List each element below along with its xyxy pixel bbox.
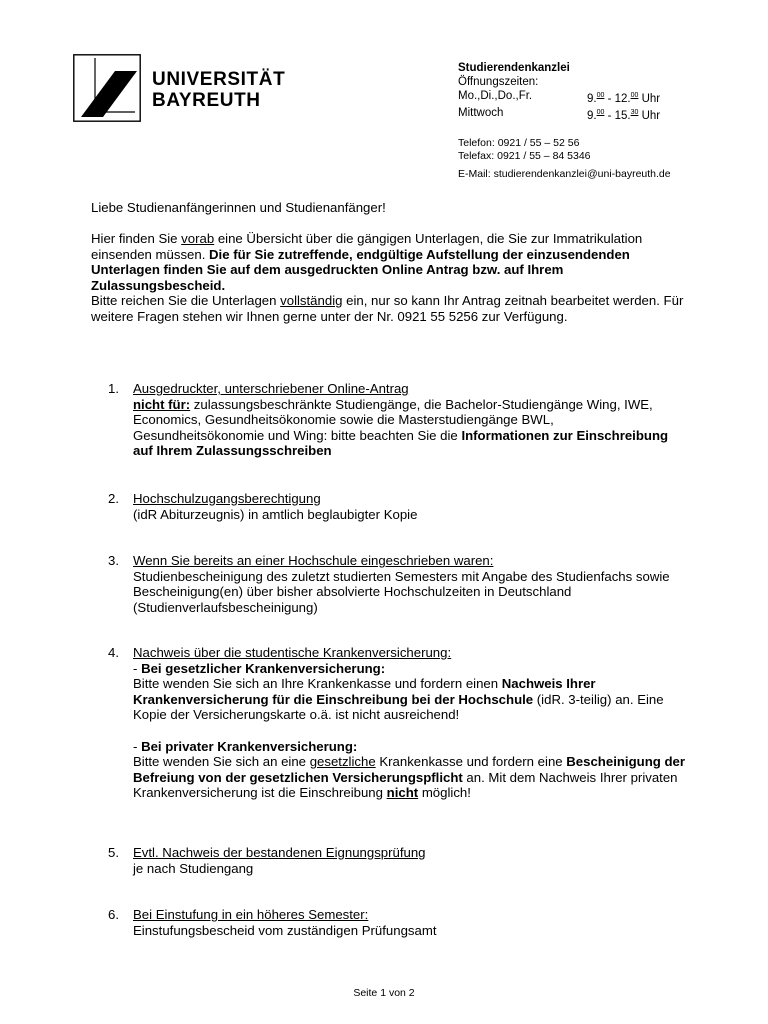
item-text: Bitte wenden Sie sich an eine gesetzliche Krankenkasse und fordern eine Bescheinigung der Befreiung von der gesetzlichen Versicherungspflicht an. Mit dem Nachweis Ihrer privaten Krankenversicherung ist die Einschreibung nicht möglich! <box>133 754 685 801</box>
item-number: 2. <box>108 491 119 506</box>
item-text: Einstufungsbescheid vom zuständigen Prüfungsamt <box>133 922 437 938</box>
item-title: Wenn Sie bereits an einer Hochschule eingeschrieben waren: <box>133 553 494 568</box>
hours-row <box>458 89 671 106</box>
item-text: Bitte wenden Sie sich an Ihre Krankenkasse und fordern einen Nachweis Ihrer Krankenversicherung für die Einschreibung bei der Hochschule (idR. 3-teilig) an. Eine Kopie der Versicherungskarte o.ä. ist nicht ausreichend! <box>133 676 664 723</box>
greeting: Liebe Studienanfängerinnen und Studienanfänger! <box>91 200 386 215</box>
list-item <box>108 907 688 938</box>
item-number: 1. <box>108 381 119 396</box>
hours-days: Mittwoch <box>458 106 504 119</box>
email-address[interactable]: E-Mail: studierendenkanzlei@uni-bayreuth.de <box>458 167 671 180</box>
logo-line-2: BAYREUTH <box>152 90 261 111</box>
item-title: Hochschulzugangsberechtigung <box>133 491 321 506</box>
item-number: 4. <box>108 645 119 660</box>
item-text: je nach Studiengang <box>133 860 254 876</box>
item-title: Ausgedruckter, unterschriebener Online-Antrag <box>133 381 409 396</box>
item-subheading: - Bei privater Krankenversicherung: <box>133 738 358 754</box>
university-logo-icon <box>73 54 141 122</box>
list-item <box>108 645 688 801</box>
intro-text <box>91 231 691 325</box>
hours-days: Mo.,Di.,Do.,Fr. <box>458 90 533 102</box>
item-number: 3. <box>108 553 119 568</box>
item-text: nicht für: zulassungsbeschränkte Studiengänge, die Bachelor-Studiengänge Wing, IWE, Economics, Gesundheitsökonomie sowie die Masterstudiengänge BWL, Gesundheitsökonomie und Wing: bitte beachten Sie die Informationen zur Einschreibung auf Ihrem Zulassungsschreiben <box>133 396 669 459</box>
item-subheading: - Bei gesetzlicher Krankenversicherung: <box>133 660 386 676</box>
list-item <box>108 381 688 459</box>
university-logo-text <box>152 69 285 111</box>
list-item <box>108 491 688 522</box>
hours-time: 9.00 - 12.00 Uhr <box>587 92 661 105</box>
list-item <box>108 553 688 615</box>
list-item <box>108 845 688 876</box>
office-name: Studierendenkanzlei <box>458 62 570 74</box>
item-title: Bei Einstufung in ein höheres Semester: <box>133 907 369 922</box>
office-info <box>458 61 671 181</box>
intro-paragraph-1: Hier finden Sie vorab eine Übersicht über die gängigen Unterlagen, die Sie zur Immatrikulation einsenden müssen. Die für Sie zutreffende, endgültige Aufstellung der einzusendenden Unterlagen finden Sie auf dem ausgedruckten Online Antrag bzw. auf Ihrem Zulassungsbescheid. <box>91 231 643 293</box>
phone-number: Telefon: 0921 / 55 – 52 56 <box>458 136 580 149</box>
hours-time: 9.00 - 15.30 Uhr <box>587 108 661 122</box>
intro-paragraph-2: Bitte reichen Sie die Unterlagen vollständig ein, nur so kann Ihr Antrag zeitnah bearbeitet werden. Für weitere Fragen stehen wir Ihnen gerne unter der Nr. 0921 55 5256 zur Verfügung. <box>91 293 684 324</box>
item-text: Studienbescheinigung des zuletzt studierten Semesters mit Angabe des Studienfachs sowie Bescheinigung(en) über bisher absolvierte Hochschulzeiten in Deutschland (Studienverlaufsbescheinigung) <box>133 568 670 615</box>
hours-row <box>458 106 671 123</box>
item-title: Nachweis über die studentische Krankenversicherung: <box>133 645 452 660</box>
item-number: 6. <box>108 907 119 922</box>
item-title: Evtl. Nachweis der bestandenen Eignungsprüfung <box>133 845 426 860</box>
page-number: Seite 1 von 2 <box>353 987 415 999</box>
item-number: 5. <box>108 845 119 860</box>
item-text: (idR Abiturzeugnis) in amtlich beglaubigter Kopie <box>133 506 418 522</box>
opening-hours-label: Öffnungszeiten: <box>458 76 539 88</box>
logo-line-1: UNIVERSITÄT <box>152 69 286 90</box>
fax-number: Telefax: 0921 / 55 – 84 5346 <box>458 149 591 162</box>
